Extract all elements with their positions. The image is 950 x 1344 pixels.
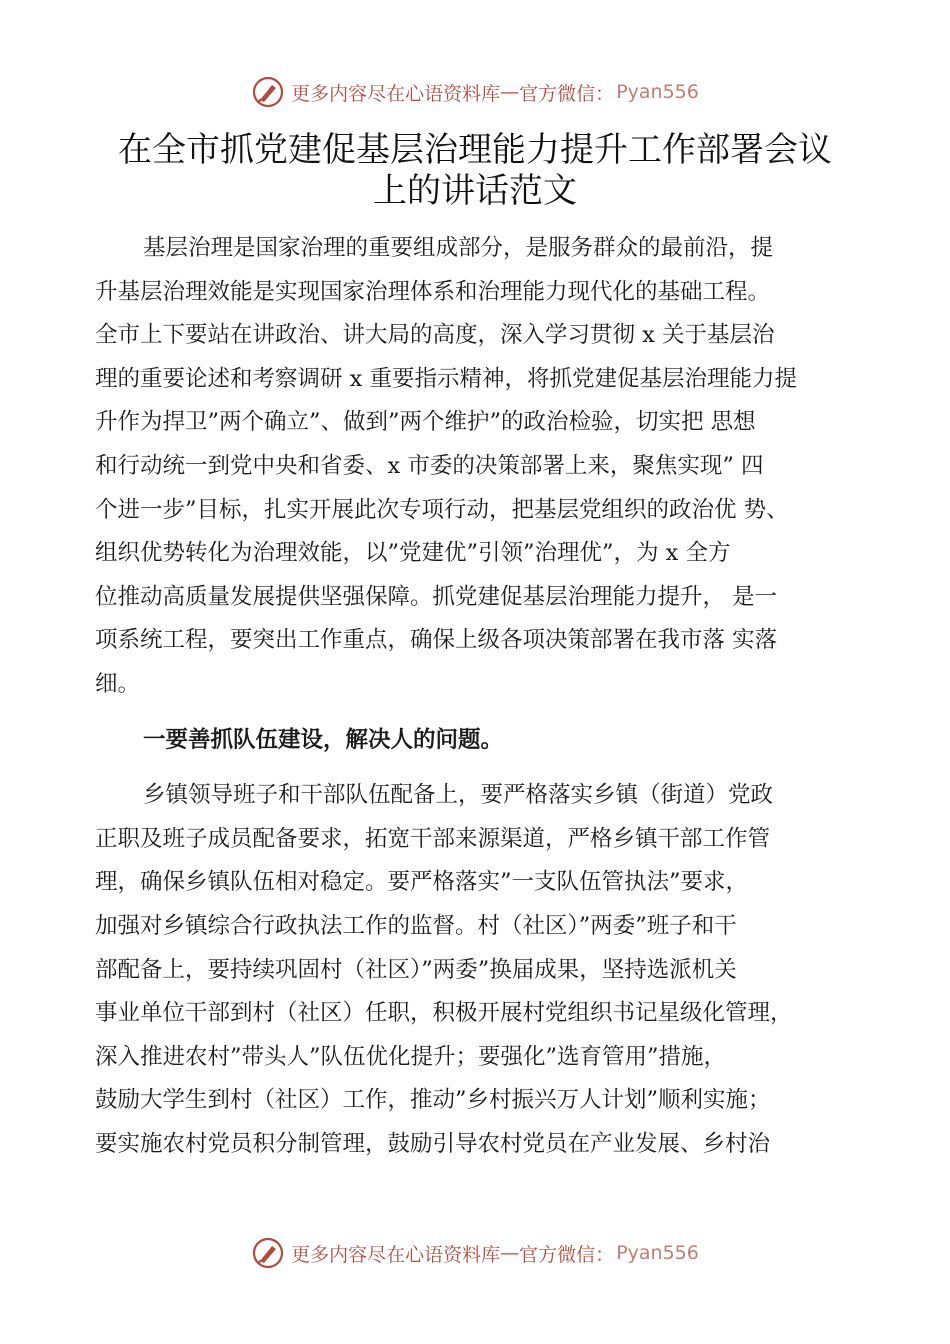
- watermark-wechat-id: Pyan556: [616, 81, 699, 103]
- text-line: 组织优势转化为治理效能，以”党建优”引领”治理优”，为 x 全方: [95, 540, 731, 567]
- text-line: 乡镇领导班子和干部队伍配备上，要严格落实乡镇（街道）党政: [143, 782, 774, 809]
- title-line-2: 上的讲话范文: [373, 171, 577, 211]
- text-line: 个进一步”目标，扎实开展此次专项行动，把基层党组织的政治优 势、: [95, 496, 789, 523]
- watermark-header: [0, 70, 950, 114]
- document-title: [60, 130, 890, 212]
- paragraph-2: [95, 774, 885, 1166]
- paragraph-1: [95, 227, 885, 707]
- text-line: 基层治理是国家治理的重要组成部分，是服务群众的最前沿，提: [143, 235, 774, 261]
- text-line: 细。: [95, 670, 141, 697]
- text-line: 位推动高质量发展提供坚强保障。抓党建促基层治理能力提升， 是一: [95, 583, 778, 610]
- watermark-wechat-label: 官方微信：: [519, 1243, 615, 1266]
- text-line: 升基层治理效能是实现国家治理体系和治理能力现代化的基础工程。: [95, 278, 771, 305]
- text-line: 正职及班子成员配备要求，拓宽干部来源渠道，严格乡镇干部工作管: [95, 825, 771, 852]
- text-line: 全市上下要站在讲政治、讲大局的高度，深入学习贯彻 x 关于基层治: [95, 322, 775, 349]
- section-heading: 一要善抓队伍建设，解决人的问题。: [143, 726, 504, 753]
- title-line-1: 在全市抓党建促基层治理能力提升工作部署会议: [118, 130, 832, 170]
- text-line: 加强对乡镇综合行政执法工作的监督。村（社区）”两委”班子和干: [95, 912, 737, 939]
- text-line: 和行动统一到党中央和省委、x 市委的决策部署上来，聚焦实现” 四: [95, 452, 764, 479]
- text-line: 项系统工程，要突出工作重点，确保上级各项决策部署在我市落 实落: [95, 627, 778, 654]
- text-line: 事业单位干部到村（社区）任职，积极开展村党组织书记星级化管理，: [95, 1000, 793, 1027]
- watermark-wechat-label: 官方微信：: [519, 82, 615, 105]
- text-line: 要实施农村党员积分制管理，鼓励引导农村党员在产业发展、乡村治: [95, 1130, 771, 1157]
- watermark-text: 更多内容尽在心语资料库: [291, 82, 501, 105]
- watermark-text: 更多内容尽在心语资料库: [291, 1243, 501, 1266]
- watermark-separator: —: [500, 1242, 520, 1264]
- pen-nib-circle-icon: [251, 1236, 285, 1270]
- text-line: 深入推进农村”带头人”队伍优化提升；要强化”选育管用”措施，: [95, 1043, 727, 1070]
- watermark-wechat-id: Pyan556: [616, 1242, 699, 1264]
- text-line: 升作为捍卫”两个确立”、做到”两个维护”的政治检验，切实把 思想: [95, 409, 756, 436]
- text-line: 部配备上，要持续巩固村（社区）”两委”换届成果，坚持选派机关: [95, 956, 737, 983]
- text-line: 理，确保乡镇队伍相对稳定。要严格落实”一支队伍管执法”要求，: [95, 869, 749, 896]
- watermark-footer: [0, 1231, 950, 1275]
- text-line: 鼓励大学生到村（社区）工作，推动”乡村振兴万人计划”顺利实施；: [95, 1087, 771, 1114]
- document-body: [95, 227, 885, 1166]
- watermark-separator: —: [500, 81, 520, 103]
- text-line: 理的重要论述和考察调研 x 重要指示精神，将抓党建促基层治理能力提: [95, 365, 797, 392]
- pen-nib-circle-icon: [251, 75, 285, 109]
